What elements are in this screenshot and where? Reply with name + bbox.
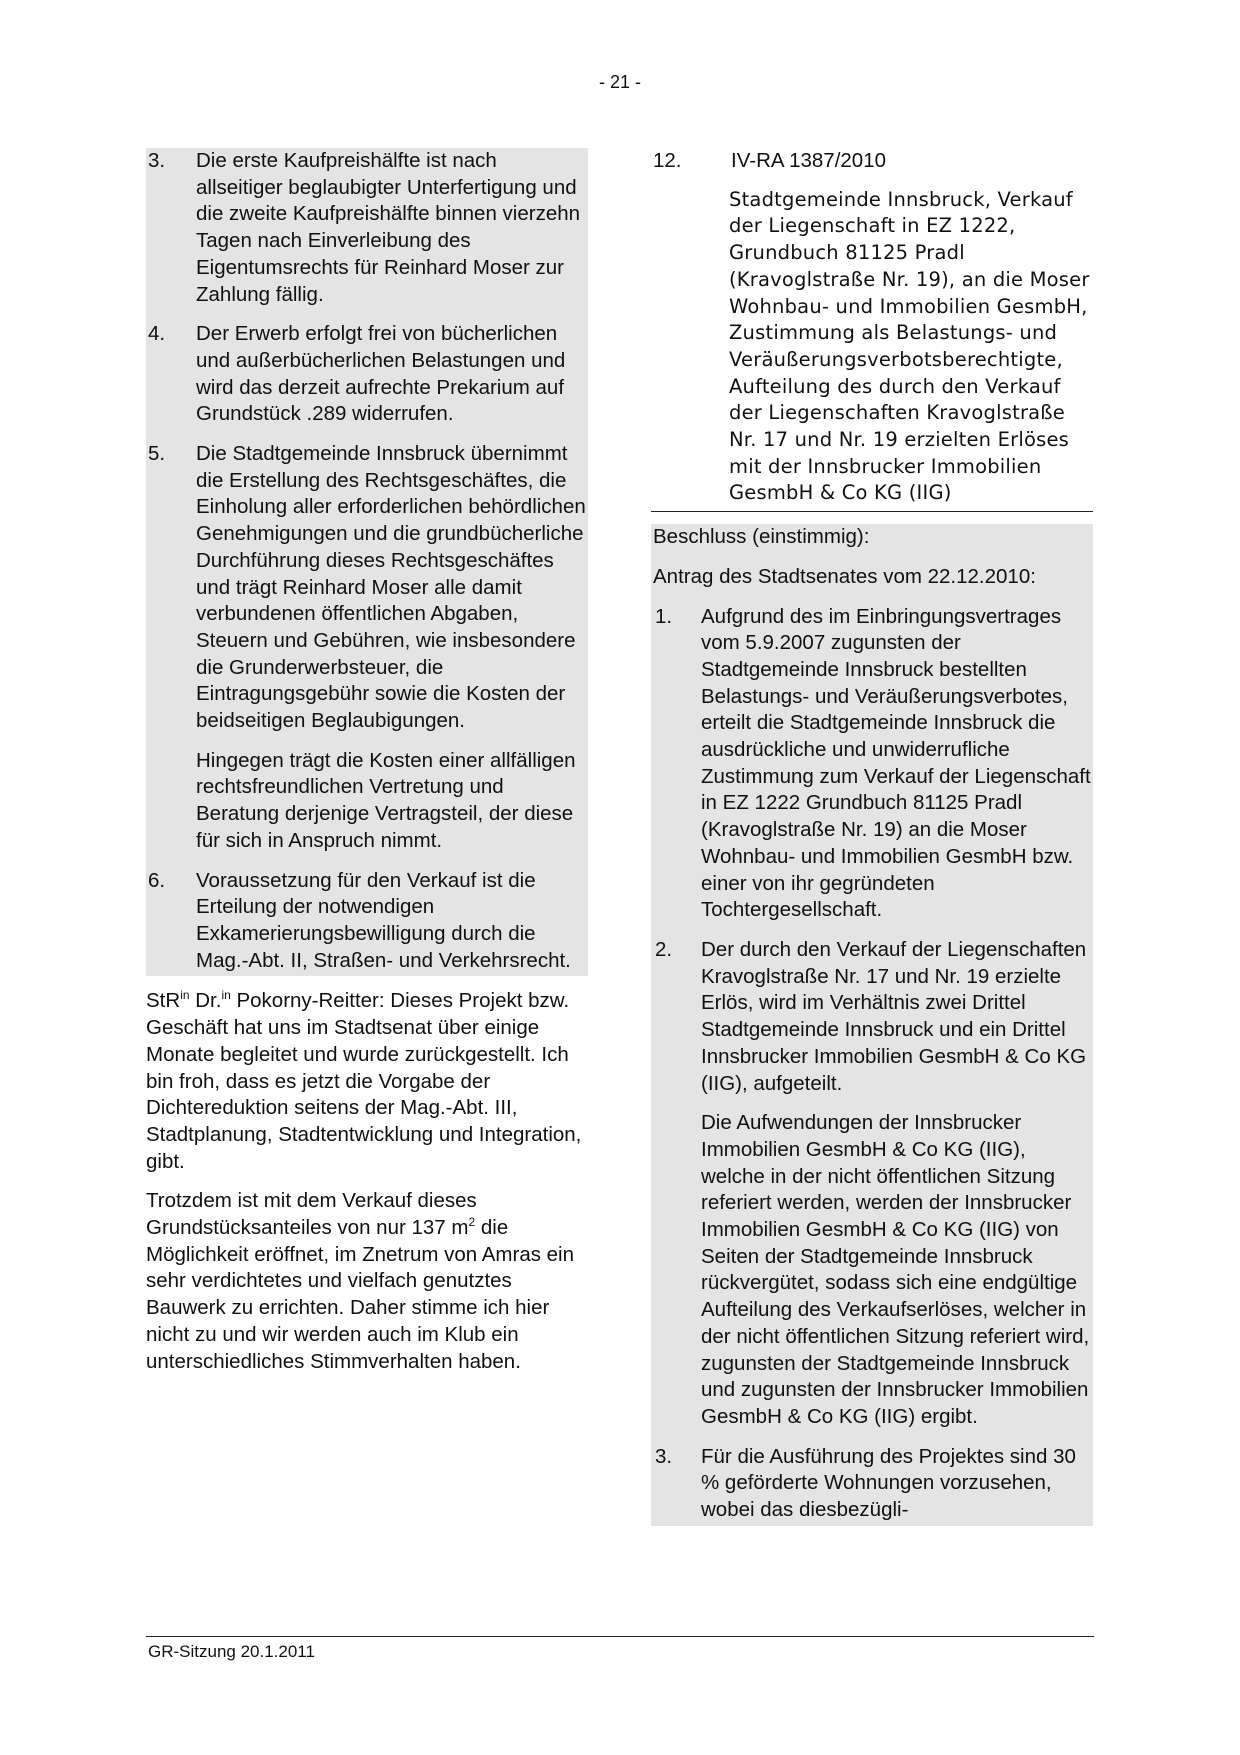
motion-item: [653, 937, 1091, 1431]
item-text: Der durch den Verkauf der Liegenschaften Kravoglstraße Nr. 17 und Nr. 19 erzielte Erlös, wird im Verhältnis zwei Drittel Stadtgemeinde Innsbruck und ein Drittel Innsbrucker Immobilien GesmbH & Co KG (IIG), aufgeteilt.: [701, 937, 1087, 1095]
left-column: [146, 148, 588, 1388]
motion-item: [653, 604, 1091, 924]
resolution-heading: Beschluss (einstimmig):: [653, 525, 870, 549]
item-text: Der Erwerb erfolgt frei von bücherlichen und außerbücherlichen Belastungen und wird das derzeit aufrechte Prekarium auf Grundstück .289 widerrufen.: [196, 322, 566, 426]
item-number: 4.: [148, 322, 166, 346]
resolution-block: [651, 524, 1093, 1526]
item-text: Die Aufwendungen der Innsbrucker Immobilien GesmbH & Co KG (IIG), welche in der nicht öffentlichen Sitzung referiert werden, werden der Innsbrucker Immobilien GesmbH & Co KG (IIG) von Seiten der Stadtgemeinde Innsbruck rückvergütet, sodass sich eine endgültige Aufteilung des Verkaufserlöses, welcher in der nicht öffentlichen Sitzung referiert wird, zugunsten der Stadtgemeinde Innsbruck und zugunsten der Innsbrucker Immobilien GesmbH & Co KG (IIG) ergibt.: [701, 1111, 1090, 1428]
item-number: 1.: [655, 604, 673, 628]
item-number: 5.: [148, 442, 166, 466]
item-number: 3.: [148, 149, 166, 172]
item-text: Aufgrund des im Einbringungsvertrages vom 5.9.2007 zugunsten der Stadtgemeinde Innsbruck bestellten Belastungs- und Veräußerungsverbotes, erteilt die Stadtgemeinde Innsbruck die ausdrückliche und unwiderrufliche Zustimmung zum Verkauf der Liegenschaft in EZ 1222 Grundbuch 81125 Pradl (Kravoglstraße Nr. 19) an die Moser Wohnbau- und Immobilien GesmbH bzw. einer von ihr gegründeten Tochtergesellschaft.: [701, 604, 1091, 922]
item-number: 6.: [148, 868, 166, 892]
agenda-subject: Stadtgemeinde Innsbruck, Verkauf der Liegenschaft in EZ 1222, Grundbuch 81125 Pradl (Kravoglstraße Nr. 19), an die Moser Wohnbau- und Immobilien GesmbH, Zustimmung als Belastungs- und Veräußerungsverbotsberechtigte, Aufteilung des durch den Verkauf der Liegenschaften Kravoglstraße Nr. 17 und Nr. 19 erzielten Erlöses mit der Innsbrucker Immobilien GesmbH & Co KG (IIG): [729, 187, 1090, 505]
right-column: [651, 148, 1093, 1526]
agenda-number: 12.: [653, 149, 682, 172]
contract-term: [146, 868, 588, 975]
footer-text: GR-Sitzung 20.1.2011: [148, 1642, 315, 1661]
speech-section: [146, 988, 588, 1375]
item-text: Für die Ausführung des Projektes sind 30 % geförderte Wohnungen vorzusehen, wobei das diesbezügli-: [701, 1444, 1076, 1522]
agenda-item: [651, 148, 1093, 512]
contract-term: [146, 148, 588, 308]
motion-heading: Antrag des Stadtsenates vom 22.12.2010:: [653, 564, 1036, 588]
footer-rule: [146, 1636, 1094, 1637]
item-text: Hingegen trägt die Kosten einer allfälligen rechtsfreundlichen Vertretung und Beratung derjenige Vertragsteil, der diese für sich in Anspruch nimmt.: [196, 748, 576, 852]
item-text: Die erste Kaufpreishälfte ist nach allseitiger beglaubigter Unterfertigung und die zweite Kaufpreishälfte binnen vierzehn Tagen nach Einverleibung des Eigentumsrechts für Reinhard Moser zur Zahlung fällig.: [196, 149, 581, 306]
item-number: 2.: [655, 937, 673, 961]
contract-terms-block: [146, 148, 588, 976]
speech-paragraph: StR$^{in}$ Dr.$^{in}$ Pokorny-Reitter: Dieses Projekt bzw. Geschäft hat uns im Stadtsenat über einige Monate begleitet und wurde zurückgestellt. Ich bin froh, dass es jetzt die Vorgabe der Dichtereduktion seitens der Mag.-Abt. III, Stadtplanung, Stadtentwicklung und Integration, gibt.: [146, 988, 582, 1173]
agenda-reference: IV-RA 1387/2010: [731, 149, 887, 172]
page-number: - 21 -: [598, 72, 641, 92]
motion-item: [653, 1444, 1091, 1524]
contract-term: [146, 321, 588, 428]
contract-term: [146, 441, 588, 855]
speech-paragraph: Trotzdem ist mit dem Verkauf dieses Grundstücksanteiles von nur 137 $m^2$ die Möglichkeit eröffnet, im Znetrum von Amras ein sehr verdichtetes und vielfach genutztes Bauwerk zu errichten. Daher stimme ich hier nicht zu und wir werden auch im Klub ein unterschiedliches Stimmverhalten haben.: [146, 1189, 575, 1373]
item-number: 3.: [655, 1444, 673, 1468]
item-text: Voraussetzung für den Verkauf ist die Erteilung der notwendigen Exkamerierungsbewilligung durch die Mag.-Abt. II, Straßen- und Verkehrsrecht.: [196, 868, 571, 972]
item-text: Die Stadtgemeinde Innsbruck übernimmt die Erstellung des Rechtsgeschäftes, die Einholung aller erforderlichen behördlichen Genehmigungen und die grundbücherliche Durchführung dieses Rechtsgeschäftes und trägt Reinhard Moser alle damit verbundenen öffentlichen Abgaben, Steuern und Gebühren, wie insbesondere die Grunderwerbsteuer, die Eintragungsgebühr sowie die Kosten der beidseitigen Beglaubigungen.: [196, 442, 586, 733]
